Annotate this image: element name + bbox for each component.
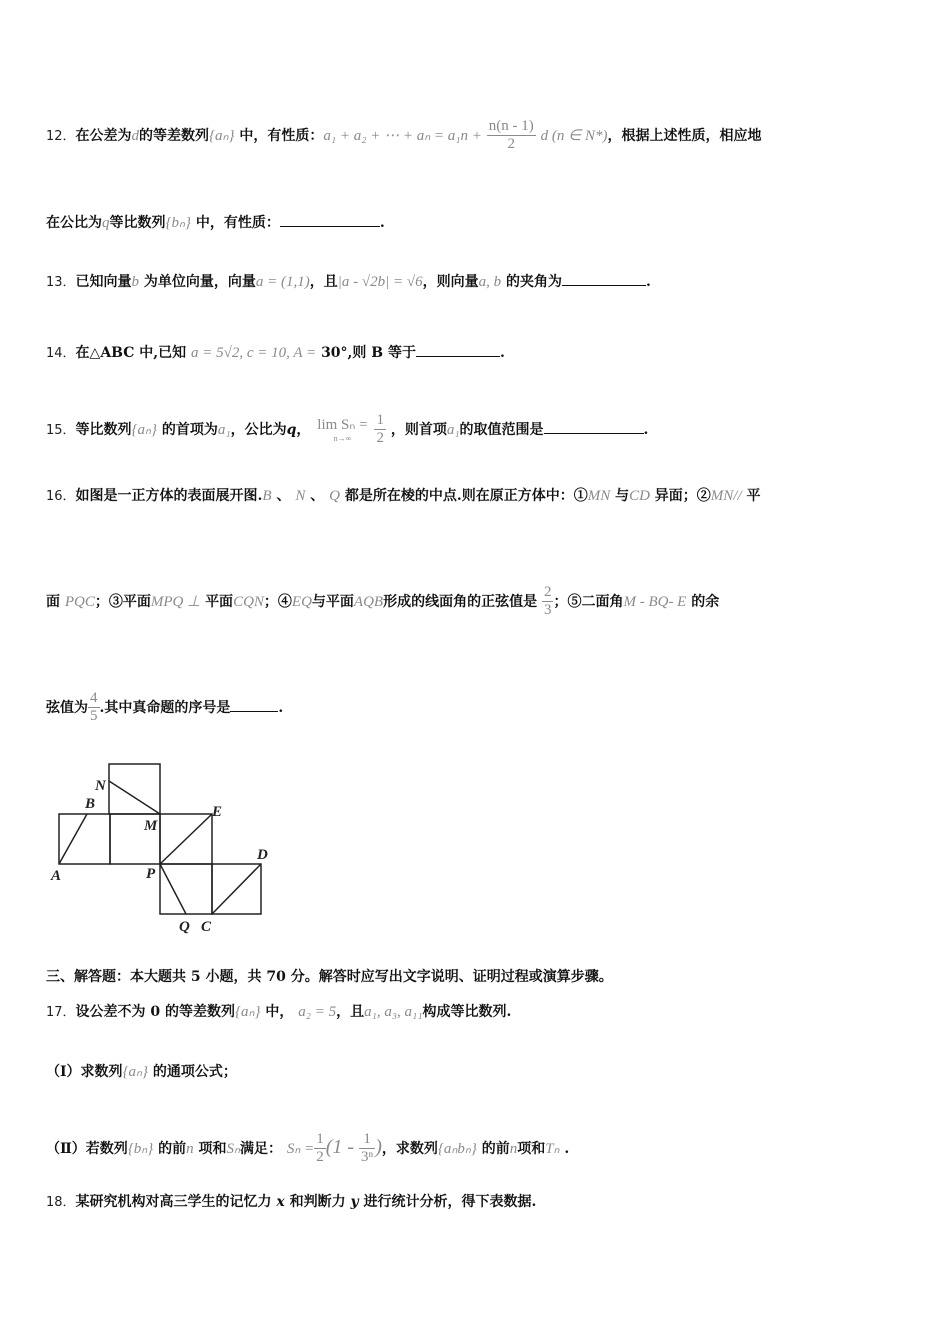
q16-text: 的余 (691, 593, 720, 610)
section3-title: 三、解答题：本大题共 5 小题，共 70 分。解答时应写出文字说明、证明过程或演算步骤。 (46, 969, 613, 985)
q16-text: 与 (615, 488, 630, 504)
q17-part2-text: 的前 (158, 1140, 187, 1157)
q16-text: 与平面 (311, 593, 354, 610)
q12-math-d: d (131, 127, 140, 144)
q17-part2-text: . (564, 1140, 570, 1157)
label-E: E (212, 804, 223, 820)
label-M: M (144, 818, 158, 834)
q17-part2-frac-half (314, 1131, 326, 1167)
q12-number: 12． (46, 128, 76, 144)
q17-math-a2: a₂ = 5 (298, 1004, 337, 1020)
q17-part1-math: {aₙ} (122, 1064, 149, 1080)
q16-math-N: N (295, 488, 306, 504)
q15-math-a1: a₁ (217, 421, 231, 438)
q17-frac1-num: 1 (314, 1131, 326, 1149)
q16-text: 、 (276, 488, 291, 504)
q18-text: 某研究机构对高三学生的记忆力 (75, 1194, 272, 1210)
q17-part2-math-paren-open: (1 - (325, 1135, 355, 1158)
q15-fraction (374, 412, 386, 448)
q16-math-MN-parallel: MN// (710, 488, 742, 504)
label-P: P (146, 866, 156, 882)
q16-frac1-den: 3 (543, 602, 552, 619)
q17-part2-text: 项和 (517, 1140, 546, 1157)
q16-text: 、 (310, 488, 325, 504)
q16-text: ；③平面 (94, 593, 151, 610)
q17-part2-math-bn: {bₙ} (127, 1140, 154, 1157)
q13-answer-blank[interactable] (562, 271, 646, 286)
q15-math-a1: a₁ (446, 421, 460, 438)
q16-math-dihedral: M - BQ- E (623, 593, 687, 610)
q16-text: 弦值为 (46, 699, 88, 716)
q17-part2-text: 的前 (481, 1140, 510, 1157)
q17-part2-math-n: n (186, 1140, 194, 1157)
q17-part2-math-Sn-eq: Sₙ = (286, 1140, 315, 1157)
q12-text: 在公比为 (46, 215, 102, 231)
q17-part1-text: 的通项公式； (152, 1064, 237, 1080)
q16-text: 异面；② (654, 488, 711, 504)
q12-math-an: {aₙ} (209, 127, 235, 144)
q16-math-B: B (262, 488, 272, 504)
q16-math-PQC: PQC (64, 593, 95, 610)
q12-math-bn: {bₙ} (165, 215, 191, 231)
q15-text: ，则首项 (390, 421, 447, 438)
q12-answer-blank[interactable] (280, 212, 380, 227)
q16-number: 16． (46, 489, 76, 504)
label-C: C (201, 919, 212, 935)
label-B: B (85, 796, 96, 812)
q12-math-q: q (102, 215, 110, 231)
q13-text: 的夹角为 (506, 274, 563, 290)
segment-PE (160, 814, 212, 864)
q12-math-sum: a₁ + a₂ + ⋯ + aₙ = a₁n + (323, 127, 482, 144)
net-face-bottom-left (160, 864, 212, 914)
q18-var-y: y (350, 1194, 359, 1210)
q12-math-domain: d (n ∈ N*) (540, 127, 608, 144)
q15-math-an: {aₙ} (131, 421, 158, 438)
q15-text: . (643, 421, 649, 438)
q13-text: ，且 (309, 274, 338, 290)
q18-number: 18． (46, 1195, 76, 1210)
q16-fraction-4-5 (88, 690, 100, 726)
q17-part2-math-Sn: Sₙ (226, 1140, 241, 1157)
q15-q: q (286, 421, 297, 438)
q16-math-CQN: CQN (233, 593, 264, 610)
q16-math-AQB: AQB (353, 593, 384, 610)
cube-net-figure (45, 760, 285, 940)
q16-line2 (46, 584, 910, 620)
q17-text: 构成等比数列. (422, 1004, 512, 1020)
q18-text: 和判断力 (289, 1194, 346, 1210)
q16-answer-blank[interactable] (230, 697, 278, 712)
segment-NM (109, 781, 160, 814)
q12-frac-num: n(n - 1) (487, 118, 536, 136)
q12-text: 中，有性质： (195, 215, 280, 231)
q13-text: 已知向量 (75, 274, 132, 290)
q15-frac-den: 2 (376, 430, 384, 447)
q14-answer-blank[interactable] (416, 342, 500, 357)
label-A: A (51, 868, 62, 884)
q13-text: ，则向量 (422, 274, 479, 290)
q17-frac2-den: 3ⁿ (360, 1149, 374, 1166)
label-N: N (95, 778, 106, 794)
q17-part2-label: （Ⅱ）若数列 (46, 1140, 128, 1157)
q16-text: 都是所在棱的中点.则在原正方体中：① (344, 488, 588, 504)
q15-limit (315, 417, 369, 443)
q17-math-terms: a₁, a₃, a₁₁ (364, 1004, 423, 1020)
q17-part2-math-paren-close: ) (375, 1135, 382, 1158)
q12-text: 等比数列 (109, 215, 166, 231)
q18-line (46, 1191, 910, 1214)
q15-answer-blank[interactable] (544, 419, 644, 434)
q15-text: ，公比为 (230, 421, 287, 438)
q16-text: ；④ (263, 593, 292, 610)
q17-part2 (46, 1131, 910, 1167)
q16-frac1-num: 2 (542, 584, 554, 602)
q12-text: ，根据上述性质，相应地 (607, 127, 762, 144)
q16-text: 平 (746, 488, 761, 504)
q17-part1-label: （Ⅰ）求数列 (46, 1064, 123, 1080)
q15-text: ， (296, 421, 311, 438)
q17-line (46, 1001, 910, 1024)
q15-line (46, 412, 910, 448)
q16-text: ；⑤二面角 (553, 593, 624, 610)
q14-math: a = 5√2, c = 10, A = (191, 345, 317, 361)
segment-CD (212, 864, 261, 914)
q12-fraction (487, 118, 536, 154)
q17-part2-math-n: n (509, 1140, 518, 1157)
q14-line (46, 342, 910, 365)
q17-part2-text: 项和 (198, 1140, 227, 1157)
net-face-left (59, 814, 110, 864)
q16-frac2-den: 5 (90, 708, 98, 725)
q16-line1 (46, 485, 910, 508)
q17-part2-math-Tn: Tₙ (545, 1140, 560, 1157)
q17-text: ，且 (336, 1004, 365, 1020)
q17-part1 (46, 1061, 910, 1083)
q15-number: 15． (46, 422, 76, 438)
q15-text: 等比数列 (75, 421, 132, 438)
q15-text: 的首项为 (161, 421, 218, 438)
q12-text: . (379, 215, 385, 231)
q16-text: 面 (46, 593, 60, 610)
q17-part2-frac-3n (359, 1131, 375, 1167)
q16-text: 如图是一正方体的表面展开图. (75, 488, 263, 504)
q13-math-ab: a, b (478, 274, 502, 290)
q17-frac2-num: 1 (359, 1131, 375, 1149)
q16-text: 形成的线面角的正弦值是 (383, 593, 538, 610)
q17-text: 设公差不为 0 的等差数列 (75, 1004, 236, 1020)
q12-line2 (46, 212, 910, 234)
q13-line (46, 271, 910, 294)
label-D: D (257, 847, 268, 863)
q14-number: 14． (46, 346, 76, 361)
q17-number: 17． (46, 1005, 76, 1020)
q15-limit-expr: lim Sₙ = (317, 416, 368, 433)
segment-AB (59, 814, 87, 864)
q16-math-MPQ: MPQ ⊥ (150, 593, 201, 610)
q16-math-EQ: EQ (291, 593, 312, 610)
q12-text: 在公差为 (75, 127, 132, 144)
net-face-top (109, 764, 160, 814)
q16-math-Q: Q (329, 488, 340, 504)
q17-text: 中， (265, 1004, 294, 1020)
q14-text: ,则 B 等于 (347, 345, 417, 361)
q13-number: 13． (46, 275, 76, 290)
q15-limit-sub: n→∞ (333, 433, 352, 443)
q17-part2-math-anbn: {aₙbₙ} (437, 1140, 477, 1157)
q18-var-x: x (276, 1194, 285, 1210)
q12-text: 的等差数列 (139, 127, 210, 144)
q16-math-CD: CD (629, 488, 650, 504)
q17-part2-text: 满足： (240, 1140, 283, 1157)
q13-text: 为单位向量，向量 (143, 274, 256, 290)
q13-text: . (646, 274, 651, 290)
q12-frac-den: 2 (507, 136, 516, 153)
q13-math-b: b (131, 274, 140, 290)
q14-text: . (500, 345, 505, 361)
q13-math-norm: |a - √2b| = √6 (337, 274, 423, 290)
q12-line1 (46, 118, 910, 154)
q16-frac2-num: 4 (88, 690, 100, 708)
q15-frac-num: 1 (374, 412, 386, 430)
q12-text: 中，有性质： (239, 127, 324, 144)
q14-angle: 30° (321, 345, 348, 361)
q17-math-an: {aₙ} (235, 1004, 261, 1020)
q16-fraction-2-3 (542, 584, 554, 620)
segment-PQ (160, 864, 186, 914)
q16-line3 (46, 690, 910, 726)
q16-text: 平面 (205, 593, 234, 610)
q16-text: .其中真命题的序号是 (99, 699, 231, 716)
q17-frac1-den: 2 (316, 1149, 324, 1166)
q13-math-a: a = (1,1) (255, 274, 310, 290)
q15-text: 的取值范围是 (459, 421, 544, 438)
q18-text: 进行统计分析，得下表数据. (363, 1194, 537, 1210)
q16-text: . (278, 699, 284, 716)
q16-math-MN: MN (587, 488, 611, 504)
q14-text: 在△ABC 中,已知 (75, 345, 187, 361)
label-Q: Q (179, 919, 190, 935)
q17-part2-text: ，求数列 (381, 1140, 438, 1157)
